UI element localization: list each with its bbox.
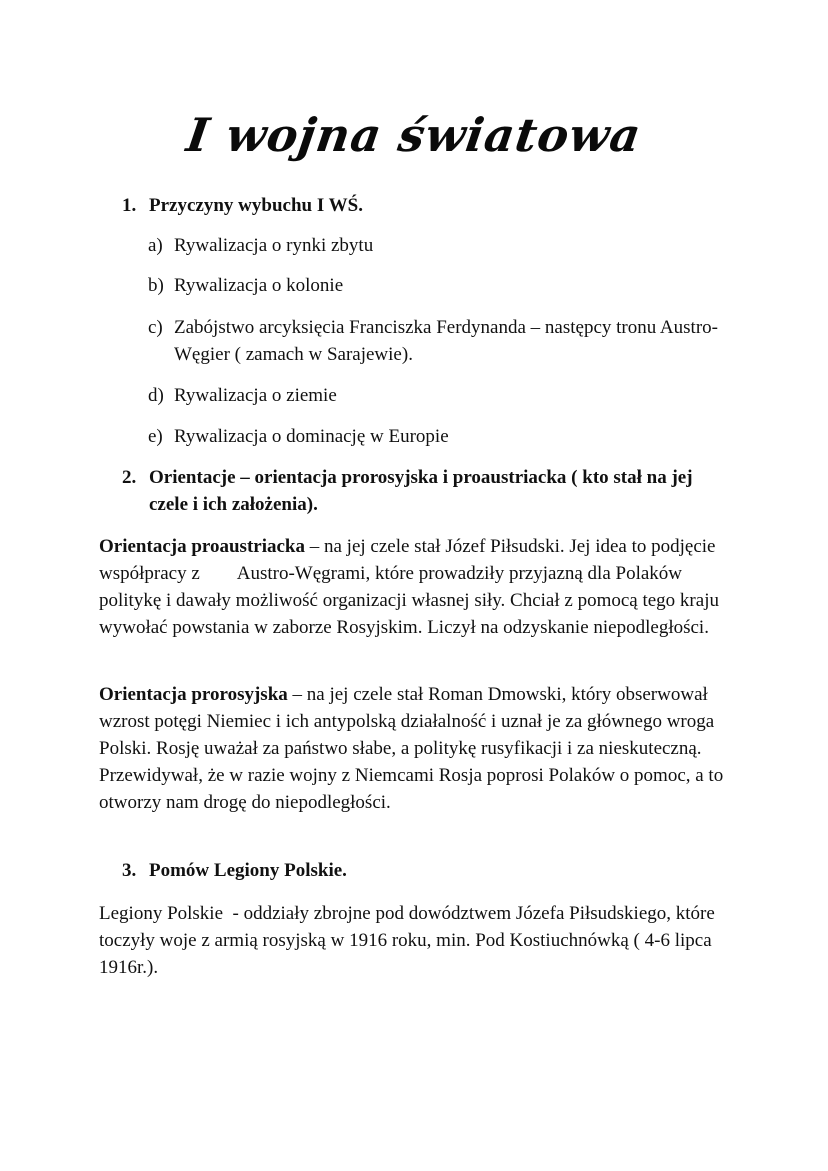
list-item-text: Rywalizacja o kolonie bbox=[174, 275, 344, 296]
list-item-letter: a) bbox=[148, 235, 163, 256]
paragraph-bold-term: Orientacja prorosyjska bbox=[99, 684, 288, 705]
paragraph-text: – na jej czele stał Józef Piłsudski. Jej idea to podjęcie współpracy z Austro-Węgrami, które prowadziły przyjazną dla Polaków politykę i dawały możliwość organizacji własnej siły. Chciał z pomocą tego kraju wywołać powstania w zaborze Rosyjskim. Liczył na odzyskanie niepodległości. bbox=[99, 536, 724, 638]
section-2-heading bbox=[122, 464, 732, 518]
section-number: 3. bbox=[122, 860, 137, 881]
list-item-text: Rywalizacja o rynki zbytu bbox=[174, 235, 374, 256]
list-item-letter: c) bbox=[148, 317, 163, 338]
list-item bbox=[148, 382, 748, 409]
list-item-text: Rywalizacja o dominację w Europie bbox=[174, 426, 449, 447]
section-3-heading bbox=[122, 857, 742, 884]
list-item-letter: b) bbox=[148, 275, 164, 296]
section-heading-text: Pomów Legiony Polskie. bbox=[149, 860, 347, 881]
paragraph-proaustriacka bbox=[99, 533, 739, 641]
list-item-letter: e) bbox=[148, 426, 163, 447]
section-heading-text: Przyczyny wybuchu I WŚ. bbox=[149, 195, 363, 216]
list-item bbox=[148, 272, 748, 299]
section-heading-text: Orientacje – orientacja prorosyjska i proaustriacka ( kto stał na jej czele i ich założenia). bbox=[149, 467, 693, 515]
list-item-letter: d) bbox=[148, 385, 164, 406]
list-item bbox=[148, 314, 728, 368]
page-title: I wojna światowa bbox=[183, 108, 645, 162]
paragraph-legiony bbox=[99, 900, 739, 981]
section-number: 2. bbox=[122, 467, 137, 488]
list-item-text: Rywalizacja o ziemie bbox=[174, 385, 337, 406]
section-1-heading bbox=[122, 192, 742, 219]
paragraph-bold-term: Orientacja proaustriacka bbox=[99, 536, 305, 557]
paragraph-text: Legiony Polskie - oddziały zbrojne pod dowództwem Józefa Piłsudskiego, które toczyły woje z armią rosyjską w 1916 roku, min. Pod Kostiuchnówką ( 4-6 lipca 1916r.). bbox=[99, 903, 720, 978]
list-item bbox=[148, 423, 748, 450]
list-item-text: Zabójstwo arcyksięcia Franciszka Ferdynanda – następcy tronu Austro-Węgier ( zamach w Sarajewie). bbox=[174, 317, 718, 365]
paragraph-prorosyjska bbox=[99, 681, 739, 816]
paragraph-text: – na jej czele stał Roman Dmowski, który obserwował wzrost potęgi Niemiec i ich antypolską działalność i uznał je za głównego wroga Polski. Rosję uważał za państwo słabe, a politykę rusyfikacji i za nieskuteczną. Przewidywał, że w razie wojny z Niemcami Rosja poprosi Polaków o pomoc, a to otworzy nam drogę do niepodległości. bbox=[99, 684, 724, 813]
list-item bbox=[148, 232, 748, 259]
section-number: 1. bbox=[122, 195, 137, 216]
